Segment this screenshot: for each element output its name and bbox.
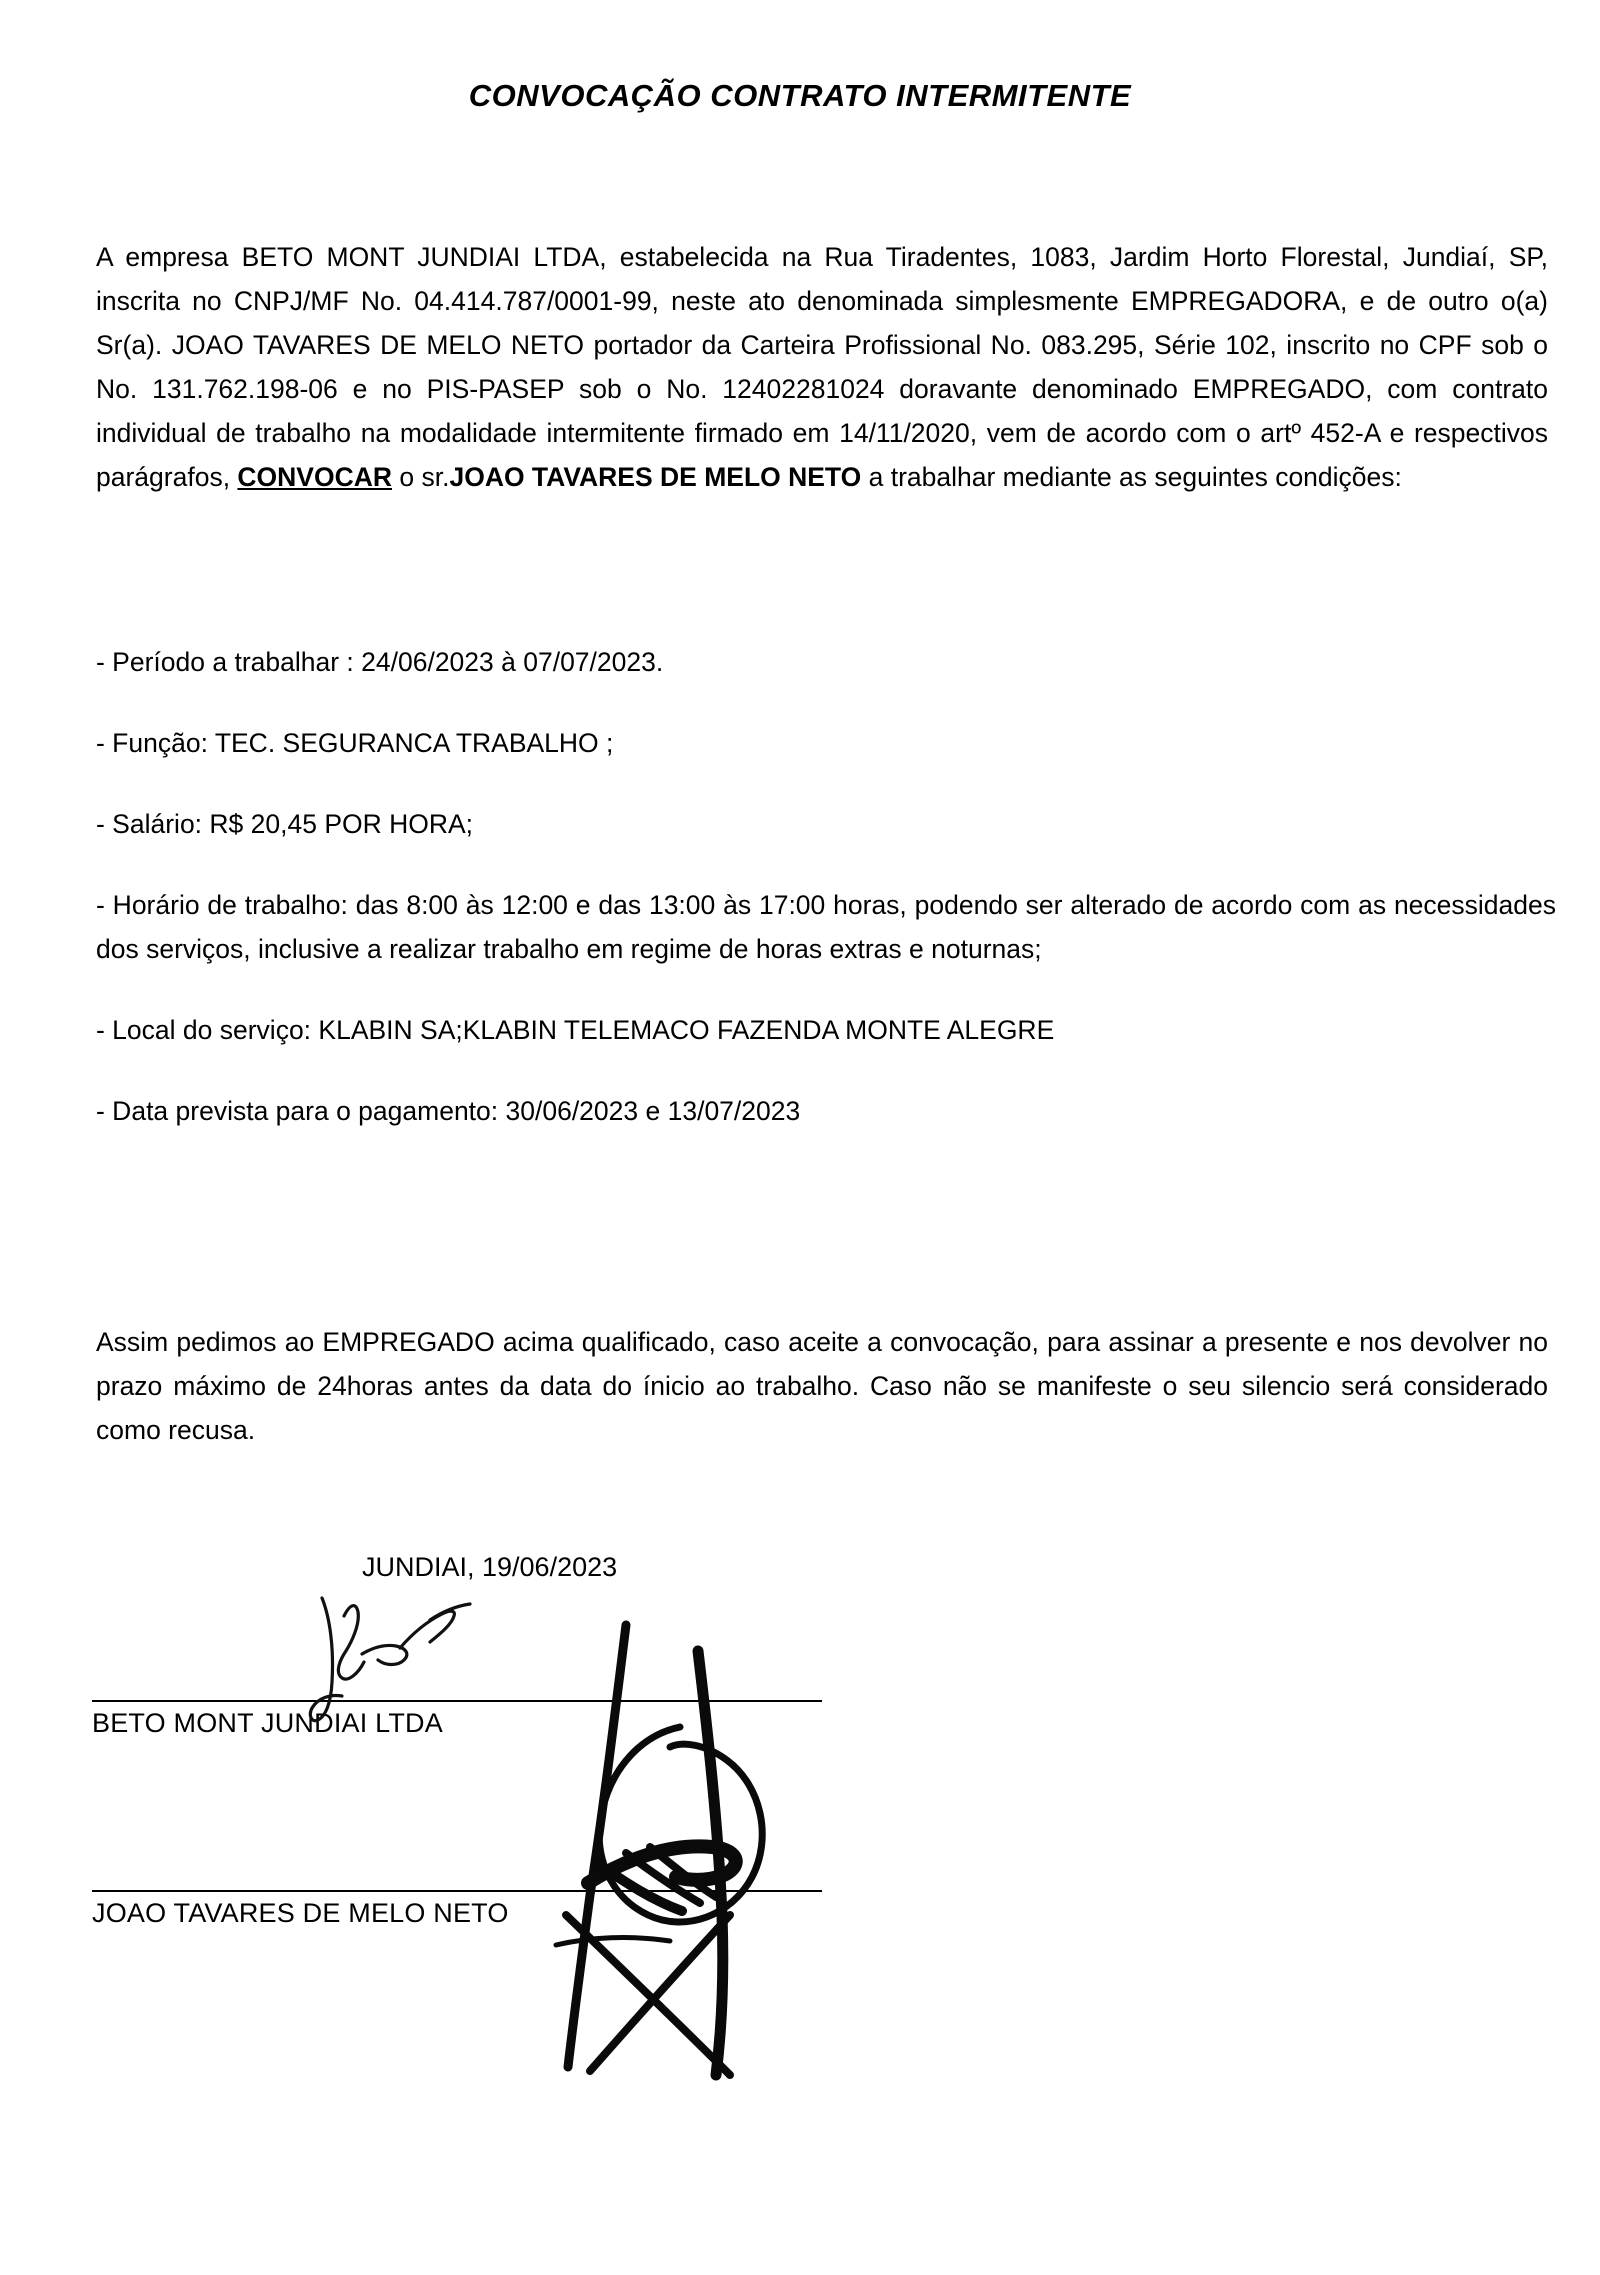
convocar-keyword: CONVOCAR	[237, 462, 393, 492]
intro-text-part-2: o sr.	[392, 462, 450, 492]
signature-block-employee	[92, 1890, 822, 1929]
list-item: - Local do serviço: KLABIN SA;KLABIN TELEMACO FAZENDA MONTE ALEGRE	[96, 1015, 1055, 1045]
intro-paragraph	[96, 235, 1548, 499]
signature-label-employee: JOAO TAVARES DE MELO NETO	[92, 1898, 509, 1928]
place-and-date: JUNDIAI, 19/06/2023	[362, 1552, 618, 1582]
list-item: - Função: TEC. SEGURANCA TRABALHO ;	[96, 728, 614, 758]
list-item: - Data prevista para o pagamento: 30/06/2023 e 13/07/2023	[96, 1096, 801, 1126]
employee-name-inline: JOAO TAVARES DE MELO NETO	[449, 462, 862, 492]
conditions-list	[96, 640, 1556, 1133]
list-item: - Período a trabalhar : 24/06/2023 à 07/07/2023.	[96, 647, 664, 677]
list-item: - Horário de trabalho: das 8:00 às 12:00 e das 13:00 às 17:00 horas, podendo ser alterado de acordo com as necessidades dos serviços, inclusive a realizar trabalho em regime de horas extras e noturnas;	[96, 890, 1556, 964]
signature-block-employer	[92, 1700, 822, 1739]
closing-paragraph: Assim pedimos ao EMPREGADO acima qualificado, caso aceite a convocação, para assinar a presente e nos devolver no prazo máximo de 24horas antes da data do ínicio ao trabalho. Caso não se manifeste o seu silencio será considerado como recusa.	[96, 1327, 1548, 1445]
signature-label-employer: BETO MONT JUNDIAI LTDA	[92, 1708, 443, 1738]
handwritten-signature-employee-icon	[530, 1615, 860, 2095]
intro-text-part-1: A empresa BETO MONT JUNDIAI LTDA, estabelecida na Rua Tiradentes, 1083, Jardim Horto Florestal, Jundiaí, SP, inscrita no CNPJ/MF No. 04.414.787/0001-99, neste ato denominada simplesmente EMPREGADORA, e de outro o(a) Sr(a). JOAO TAVARES DE MELO NETO portador da Carteira Profissional No. 083.295, Série 102, inscrito no CPF sob o No. 131.762.198-06 e no PIS-PASEP sob o No. 12402281024 doravante denominado EMPREGADO, com contrato individual de trabalho na modalidade intermitente firmado em 14/11/2020, vem de acordo com o artº 452-A e respectivos parágrafos,	[96, 242, 1548, 492]
page-title: CONVOCAÇÃO CONTRATO INTERMITENTE	[468, 78, 1132, 113]
intro-text-part-3: a trabalhar mediante as seguintes condições:	[861, 462, 1402, 492]
signature-line	[92, 1700, 822, 1702]
signature-line	[92, 1890, 822, 1892]
list-item: - Salário: R$ 20,45 POR HORA;	[96, 809, 474, 839]
